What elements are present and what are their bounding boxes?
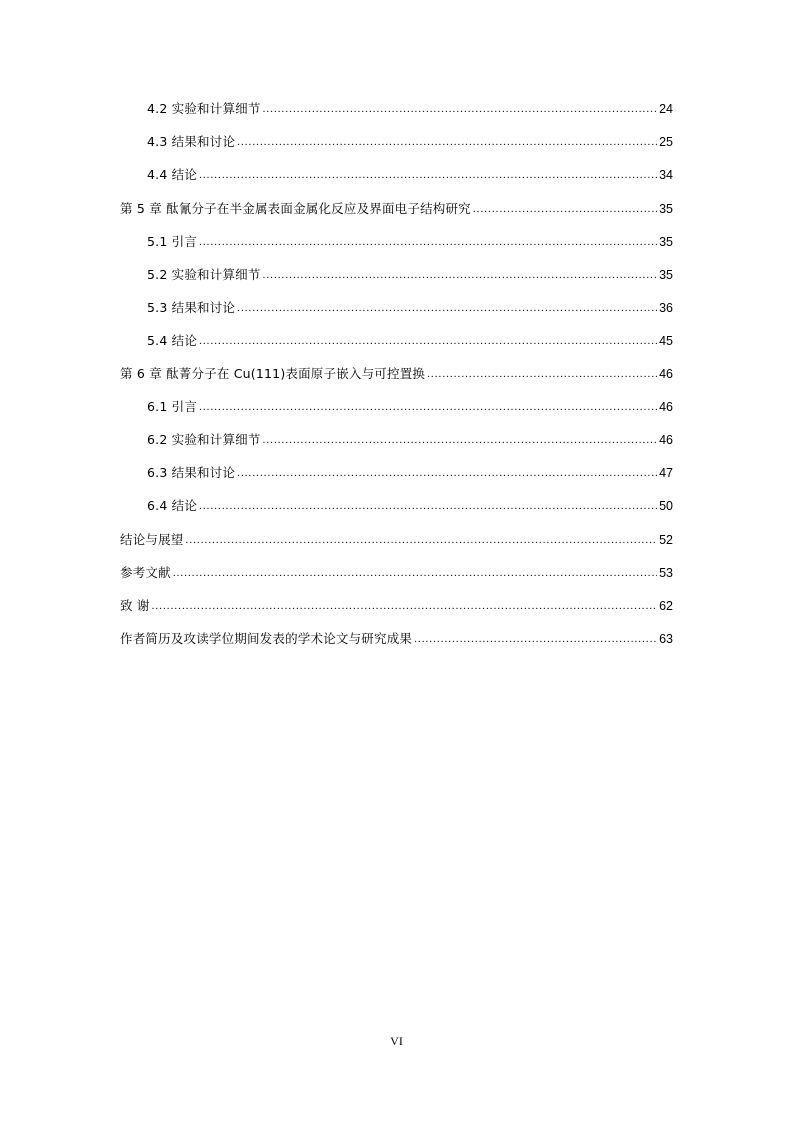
toc-entry-title: 致 谢 bbox=[120, 598, 150, 613]
toc-entry[interactable] bbox=[147, 130, 673, 150]
toc-leader-dots bbox=[237, 134, 657, 150]
toc-leader-dots bbox=[263, 432, 658, 448]
toc-entry-title: 4.3 结果和讨论 bbox=[147, 134, 236, 149]
toc-leader-dots bbox=[186, 532, 658, 548]
toc-entry[interactable] bbox=[147, 428, 673, 448]
toc-entry-page: 50 bbox=[659, 499, 673, 513]
toc-leader-dots bbox=[199, 333, 657, 349]
toc-entry-page: 63 bbox=[659, 632, 673, 646]
toc-entry-page: 25 bbox=[659, 135, 673, 149]
toc-entry-page: 46 bbox=[659, 367, 673, 381]
toc-leader-dots bbox=[152, 598, 658, 614]
toc-entry-page: 47 bbox=[659, 466, 673, 480]
toc-chapter-entry[interactable] bbox=[120, 362, 673, 382]
toc-entry-page: 53 bbox=[659, 566, 673, 580]
toc-leader-dots bbox=[173, 565, 657, 581]
toc-leader-dots bbox=[199, 167, 657, 183]
toc-entry-title: 5.1 引言 bbox=[147, 234, 198, 249]
toc-leader-dots bbox=[237, 465, 657, 481]
toc-entry-page: 46 bbox=[659, 400, 673, 414]
toc-entry-title: 4.4 结论 bbox=[147, 167, 198, 182]
page-number: VI bbox=[390, 1034, 403, 1048]
toc-leader-dots bbox=[237, 300, 657, 316]
toc-chapter-entry[interactable] bbox=[120, 594, 673, 614]
toc-entry-page: 35 bbox=[659, 268, 673, 282]
toc-entry-title: 5.2 实验和计算细节 bbox=[147, 267, 261, 282]
toc-entry-title: 5.3 结果和讨论 bbox=[147, 300, 236, 315]
toc-entry-title: 6.1 引言 bbox=[147, 399, 198, 414]
toc-entry-page: 35 bbox=[659, 235, 673, 249]
toc-entry-page: 62 bbox=[659, 599, 673, 613]
toc-entry-title: 第 5 章 酞氰分子在半金属表面金属化反应及界面电子结构研究 bbox=[120, 201, 471, 216]
toc-chapter-entry[interactable] bbox=[120, 561, 673, 581]
toc-entry-title: 4.2 实验和计算细节 bbox=[147, 101, 261, 116]
toc-entry-title: 作者简历及攻读学位期间发表的学术论文与研究成果 bbox=[120, 631, 413, 646]
toc-leader-dots bbox=[199, 399, 657, 415]
toc-leader-dots bbox=[263, 101, 658, 117]
toc-entry-title: 5.4 结论 bbox=[147, 333, 198, 348]
toc-leader-dots bbox=[199, 234, 657, 250]
toc-entry-title: 6.2 实验和计算细节 bbox=[147, 432, 261, 447]
toc-entry-title: 参考文献 bbox=[120, 565, 171, 580]
toc-leader-dots bbox=[414, 631, 657, 647]
toc-entry-page: 46 bbox=[659, 433, 673, 447]
toc-entry-page: 34 bbox=[659, 168, 673, 182]
toc-entry-page: 52 bbox=[659, 533, 673, 547]
toc-entry[interactable] bbox=[147, 296, 673, 316]
toc-entry-page: 45 bbox=[659, 334, 673, 348]
toc-entry-title: 第 6 章 酞菁分子在 Cu(111)表面原子嵌入与可控置换 bbox=[120, 366, 426, 381]
toc-leader-dots bbox=[427, 366, 657, 382]
toc-entry[interactable] bbox=[147, 395, 673, 415]
toc-entry-page: 36 bbox=[659, 301, 673, 315]
toc-entry[interactable] bbox=[147, 494, 673, 514]
toc-leader-dots bbox=[199, 498, 657, 514]
toc-entry[interactable] bbox=[147, 163, 673, 183]
toc-entry[interactable] bbox=[147, 230, 673, 250]
toc-leader-dots bbox=[473, 201, 657, 217]
toc-leader-dots bbox=[263, 267, 658, 283]
toc-entry-title: 6.3 结果和讨论 bbox=[147, 465, 236, 480]
toc-entry-title: 结论与展望 bbox=[120, 532, 184, 547]
toc-chapter-entry[interactable] bbox=[120, 528, 673, 548]
toc-entry[interactable] bbox=[147, 263, 673, 283]
toc-chapter-entry[interactable] bbox=[120, 627, 673, 647]
toc-entry[interactable] bbox=[147, 461, 673, 481]
toc-chapter-entry[interactable] bbox=[120, 197, 673, 217]
toc-entry-page: 35 bbox=[659, 202, 673, 216]
toc-entry[interactable] bbox=[147, 329, 673, 349]
toc-entry-title: 6.4 结论 bbox=[147, 498, 198, 513]
toc-entry-page: 24 bbox=[659, 102, 673, 116]
toc-entry[interactable] bbox=[147, 97, 673, 117]
